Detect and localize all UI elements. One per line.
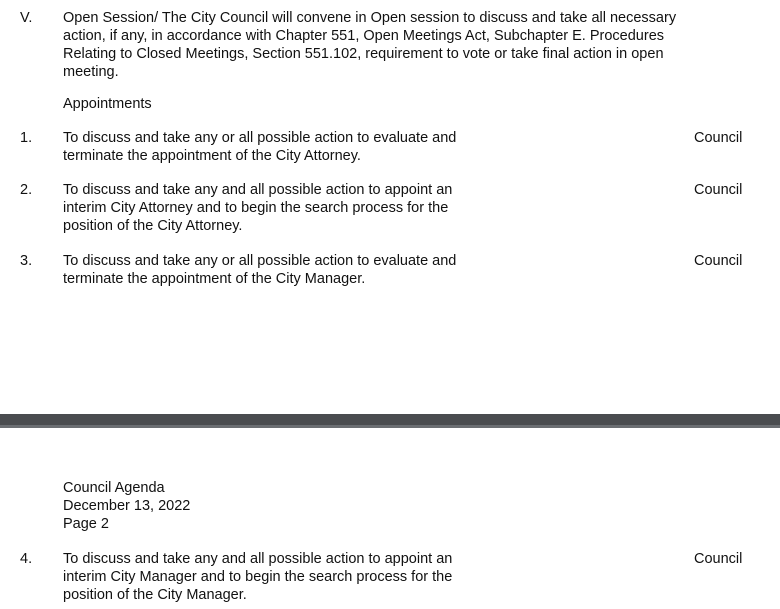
section-line: action, if any, in accordance with Chapter 551, Open Meetings Act, Subchapter E. Procedures [63, 28, 665, 44]
item-number: 3. [20, 253, 33, 269]
document-page-2 [0, 428, 780, 609]
section-paragraph [63, 9, 713, 81]
item-line: interim City Manager and to begin the search process for the [63, 569, 453, 585]
header-date: December 13, 2022 [63, 498, 191, 514]
section-line: Open Session/ The City Council will convene in Open session to discuss and take all necessary [63, 10, 677, 26]
item-line: position of the City Attorney. [63, 218, 243, 234]
section-line: Relating to Closed Meetings, Section 551.102, requirement to vote or take final action in open [63, 46, 664, 62]
section-heading: Appointments [63, 96, 152, 112]
item-line: To discuss and take any or all possible action to evaluate and [63, 130, 457, 146]
header-title: Council Agenda [63, 480, 165, 496]
section-line: meeting. [63, 64, 119, 80]
item-line: interim City Attorney and to begin the search process for the [63, 200, 449, 216]
item-line: terminate the appointment of the City Manager. [63, 271, 366, 287]
item-text [63, 129, 553, 165]
item-line: To discuss and take any or all possible action to evaluate and [63, 253, 457, 269]
item-text [63, 252, 553, 288]
item-responsible: Council [694, 551, 743, 567]
item-line: To discuss and take any and all possible action to appoint an [63, 182, 453, 198]
item-number: 2. [20, 182, 33, 198]
item-responsible: Council [694, 182, 743, 198]
section-numeral: V. [20, 10, 33, 26]
header-page-number: Page 2 [63, 516, 109, 532]
item-responsible: Council [694, 253, 743, 269]
item-line: position of the City Manager. [63, 587, 247, 603]
page-header [63, 479, 553, 533]
item-line: To discuss and take any and all possible action to appoint an [63, 551, 453, 567]
item-number: 1. [20, 130, 33, 146]
item-text [63, 181, 553, 235]
page-separator [0, 414, 780, 428]
item-line: terminate the appointment of the City Attorney. [63, 148, 361, 164]
item-text [63, 550, 553, 604]
item-number: 4. [20, 551, 33, 567]
item-responsible: Council [694, 130, 743, 146]
